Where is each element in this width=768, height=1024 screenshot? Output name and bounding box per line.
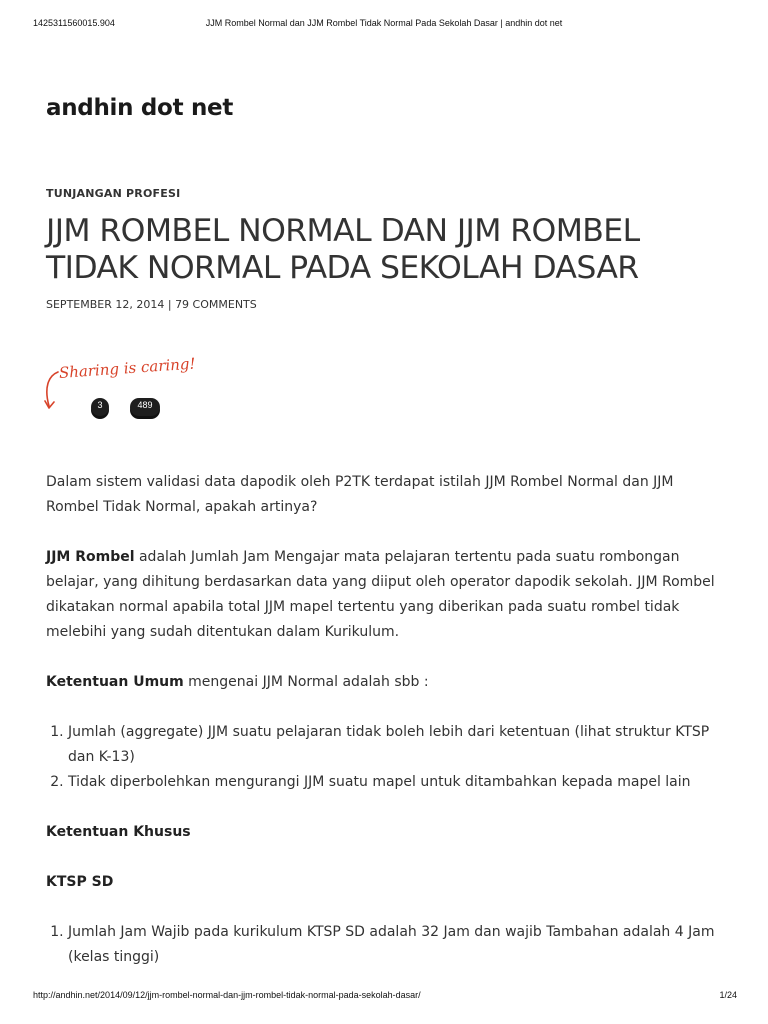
site-title-link[interactable]: andhin dot net bbox=[46, 95, 234, 121]
list-item: 1. Jumlah Jam Wajib pada kurikulum KTSP SD adalah 32 Jam dan wajib Tambahan adalah 4 Jam (kelas tinggi) bbox=[68, 920, 726, 970]
print-header bbox=[0, 18, 768, 32]
sharing-label: Sharing is caring! bbox=[58, 354, 197, 382]
print-url: http://andhin.net/2014/09/12/jjm-rombel-normal-dan-jjm-rombel-tidak-normal-pada-sekolah-dasar/ bbox=[33, 990, 421, 1000]
list-item: 2. Tidak diperbolehkan mengurangi JJM suatu mapel untuk ditambahkan kepada mapel lain bbox=[68, 770, 726, 795]
definition-paragraph bbox=[46, 545, 726, 645]
social-sharing bbox=[44, 354, 214, 430]
definition-text: adalah Jumlah Jam Mengajar mata pelajaran tertentu pada suatu rombongan belajar, yang dihitung berdasarkan data yang diiput oleh operator dapodik sekolah. JJM Rombel dikatakan normal apabila total JJM mapel tertentu yang diberikan pada suatu rombel tidak melebihi yang sudah ditentukan dalam Kurikulum. bbox=[46, 549, 715, 640]
post-content bbox=[46, 470, 726, 995]
print-timestamp: 1425311560015.904 bbox=[33, 18, 115, 28]
share-count-badge[interactable]: 489 bbox=[130, 398, 160, 416]
post-meta bbox=[46, 298, 257, 311]
print-document-title: JJM Rombel Normal dan JJM Rombel Tidak Normal Pada Sekolah Dasar | andhin dot net bbox=[205, 18, 563, 28]
page-number: 1/24 bbox=[719, 990, 737, 1000]
ketentuan-umum-paragraph bbox=[46, 670, 726, 695]
ktsp-sd-heading: KTSP SD bbox=[46, 874, 114, 890]
post-category-link[interactable]: TUNJANGAN PROFESI bbox=[46, 187, 181, 200]
ketentuan-khusus-heading: Ketentuan Khusus bbox=[46, 824, 191, 840]
ketentuan-umum-text: mengenai JJM Normal adalah sbb : bbox=[183, 674, 429, 690]
list-item: 1. Jumlah (aggregate) JJM suatu pelajaran tidak boleh lebih dari ketentuan (lihat struktur KTSP dan K-13) bbox=[68, 720, 726, 770]
definition-term: JJM Rombel bbox=[46, 549, 135, 565]
post-comments-link[interactable]: 79 COMMENTS bbox=[175, 298, 257, 311]
ketentuan-umum-term: Ketentuan Umum bbox=[46, 674, 184, 690]
post-title: JJM ROMBEL NORMAL DAN JJM ROMBEL TIDAK NORMAL PADA SEKOLAH DASAR bbox=[46, 213, 640, 286]
post-date-link[interactable]: SEPTEMBER 12, 2014 bbox=[46, 298, 165, 311]
intro-paragraph: Dalam sistem validasi data dapodik oleh P2TK terdapat istilah JJM Rombel Normal dan JJM Rombel Tidak Normal, apakah artinya? bbox=[46, 474, 674, 515]
share-count-badge[interactable]: 3 bbox=[91, 398, 109, 416]
ktsp-sd-list bbox=[68, 920, 726, 970]
meta-separator: | bbox=[164, 298, 176, 311]
ketentuan-umum-list bbox=[68, 720, 726, 795]
